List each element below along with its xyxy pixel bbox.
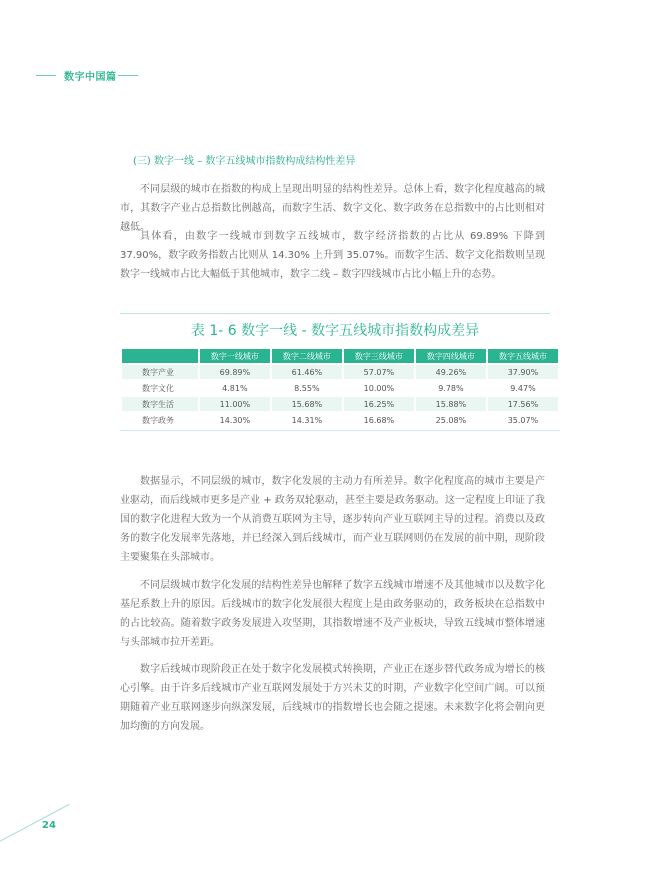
table-cell: 16.68%: [344, 413, 414, 427]
table-corner-cell: [122, 349, 198, 363]
table-title-rule: [120, 313, 550, 314]
table-cell: 15.68%: [272, 397, 342, 411]
column-header: 数字四线城市: [416, 349, 486, 363]
table-cell: 4.81%: [200, 381, 270, 395]
table-cell: 57.07%: [344, 365, 414, 379]
table-header-row: [122, 349, 558, 363]
table-cell: 61.46%: [272, 365, 342, 379]
table-cell: 35.07%: [488, 413, 558, 427]
paragraph-4: 不同层级城市数字化发展的结构性差异也解释了数字五线城市增速不及其他城市以及数字化基尼系数上升的原因。后线城市的数字化发展很大程度上是由政务驱动的，政务板块在总指数中的占比较高。随着数字政务发展进入攻坚期，其指数增速不及产业板块，导致五线城市整体增速与头部城市拉开差距。: [120, 580, 545, 648]
table-cell: 15.88%: [416, 397, 486, 411]
table-cell: 8.55%: [272, 381, 342, 395]
row-label: 数字政务: [122, 413, 198, 427]
table-cell: 14.30%: [200, 413, 270, 427]
column-header: 数字五线城市: [488, 349, 558, 363]
table-row: [122, 381, 558, 395]
table-bottom-rule: [120, 430, 560, 431]
paragraph-2: 具体看，由数字一线城市到数字五线城市，数字经济指数的占比从 69.89% 下降到 37.90%，数字政务指数占比则从 14.30% 上升到 35.07%。而数字生活、数字文化指数则呈现数字一线城市占比大幅低于其他城市，数字二线 – 数字四线城市占比小幅上升的态势。: [120, 231, 545, 280]
table-cell: 69.89%: [200, 365, 270, 379]
row-label: 数字生活: [122, 397, 198, 411]
table-cell: 49.26%: [416, 365, 486, 379]
table-cell: 9.47%: [488, 381, 558, 395]
table-title: 表 1- 6 数字一线 - 数字五线城市指数构成差异: [190, 323, 480, 339]
table-cell: 17.56%: [488, 397, 558, 411]
header-rule-left: [36, 75, 56, 76]
table-row: [122, 413, 558, 427]
row-label: 数字文化: [122, 381, 198, 395]
table-cell: 37.90%: [488, 365, 558, 379]
table-row: [122, 397, 558, 411]
table-cell: 14.31%: [272, 413, 342, 427]
paragraph-5: 数字后线城市现阶段正在处于数字化发展模式转换期，产业正在逐步替代政务成为增长的核心引擎。由于许多后线城市产业互联网发展处于方兴未艾的时期，产业数字化空间广阔。可以预期随着产业互联网逐步向纵深发展，后线城市的指数增长也会随之提速。未来数字化将会朝向更加均衡的方向发展。: [120, 664, 545, 732]
header-rule-right: [118, 75, 138, 76]
table-cell: 11.00%: [200, 397, 270, 411]
page-number: 24: [42, 820, 56, 831]
column-header: 数字一线城市: [200, 349, 270, 363]
column-header: 数字三线城市: [344, 349, 414, 363]
row-label: 数字产业: [122, 365, 198, 379]
table-row: [122, 365, 558, 379]
section-title: 数字中国篇: [64, 72, 117, 83]
column-header: 数字二线城市: [272, 349, 342, 363]
table-cell: 25.08%: [416, 413, 486, 427]
paragraph-1: 不同层级的城市在指数的构成上呈现出明显的结构性差异。总体上看，数字化程度越高的城市，其数字产业占总指数比例越高，而数字生活、数字文化、数字政务在总指数中的占比则相对越低。: [120, 184, 545, 233]
paragraph-3: 数据显示，不同层级的城市，数字化发展的主动力有所差异。数字化程度高的城市主要是产业驱动，而后线城市更多是产业 + 政务双轮驱动，甚至主要是政务驱动。这一定程度上印证了我国的数字化进程大致为一个从消费互联网为主导，逐步转向产业互联网主导的过程。消费以及政务的数字化发展率先落地，并已经深入到后线城市，而产业互联网则仍在发展的前中期，现阶段主要聚集在头部城市。: [120, 476, 545, 563]
section-header: [0, 68, 650, 82]
decorative-diagonal-line: [0, 804, 70, 847]
table-cell: 10.00%: [344, 381, 414, 395]
data-table: [120, 347, 560, 429]
table-cell: 9.78%: [416, 381, 486, 395]
table-cell: 16.25%: [344, 397, 414, 411]
subheading: (三) 数字一线 – 数字五线城市指数构成结构性差异: [133, 156, 356, 167]
